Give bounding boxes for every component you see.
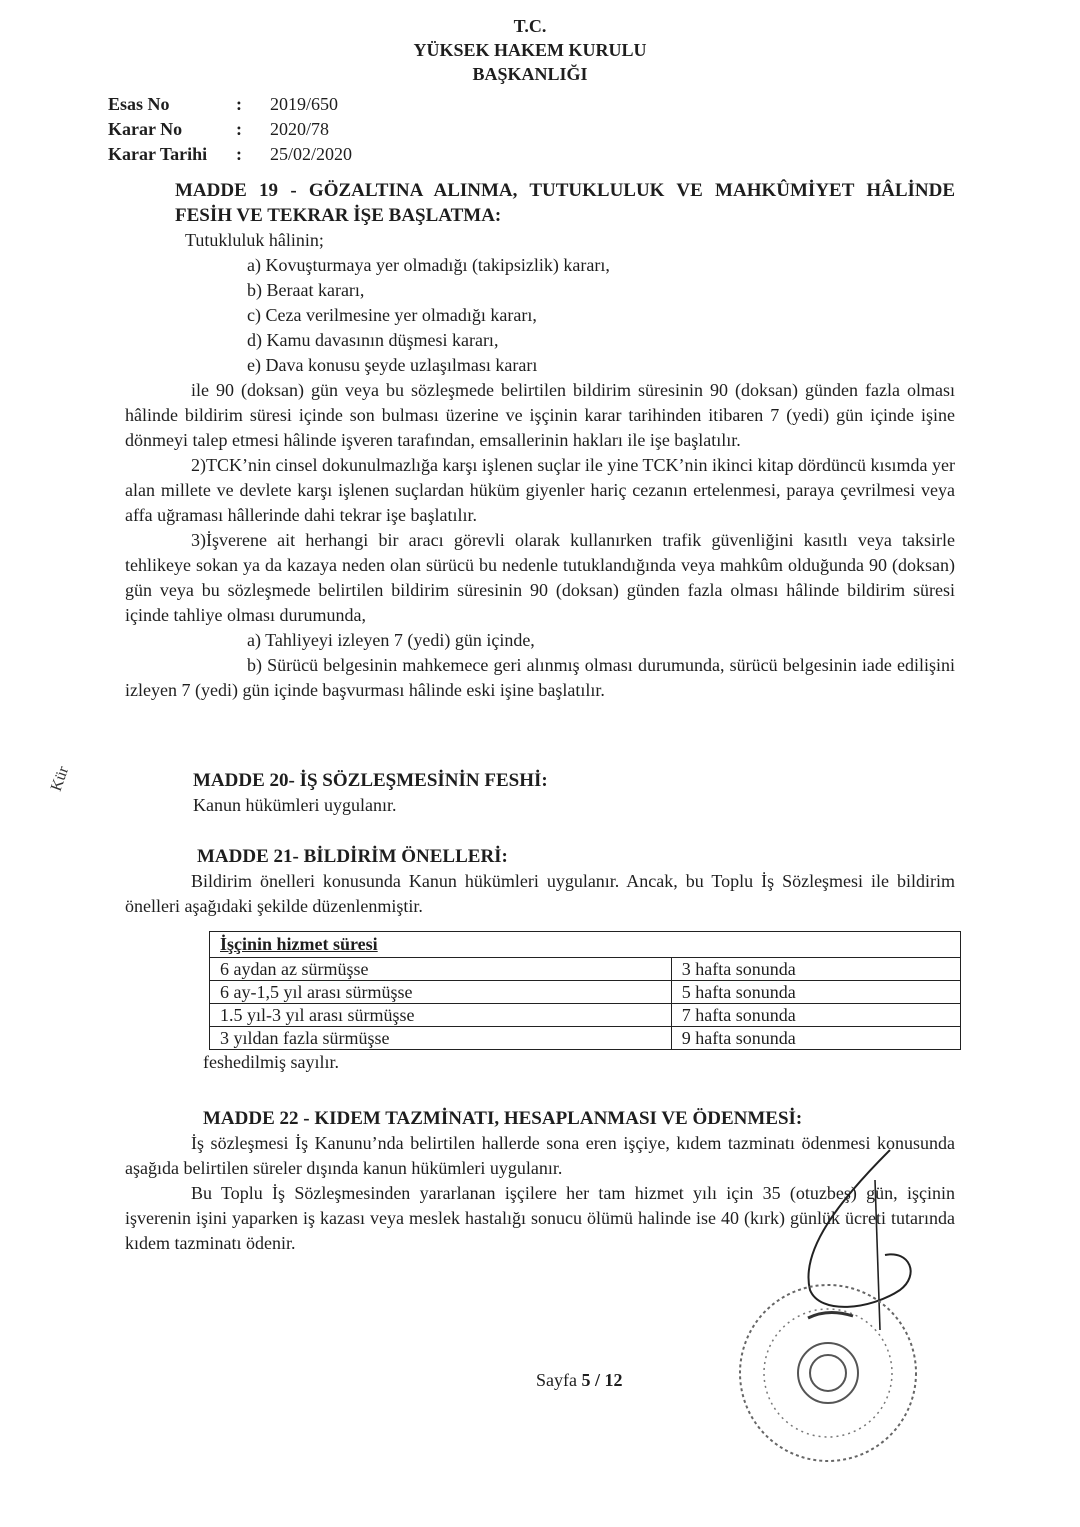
article-20-title: MADDE 20- İŞ SÖZLEŞMESİNİN FESHİ: (193, 770, 548, 791)
list-item: a) Kovuşturmaya yer olmadığı (takipsizlik) kararı, (247, 255, 610, 275)
article-21-text: Bildirim önelleri konusunda Kanun hükümleri uygulanır. Ancak, bu Toplu İş Sözleşmesi ile bildirim önelleri aşağıdaki şekilde düzenlenmiştir. (125, 871, 955, 916)
article-19-title: MADDE 19 - GÖZALTINA ALINMA, TUTUKLULUK VE MAHKÛMİYET HÂLİNDE FESİH VE TEKRAR İŞE BAŞLATMA: (175, 180, 955, 226)
list-item: c) Ceza verilmesine yer olmadığı kararı, (247, 305, 537, 325)
article-21-title: MADDE 21- BİLDİRİM ÖNELLERİ: (197, 846, 508, 867)
table-row (210, 1027, 961, 1050)
list-item: b) Beraat kararı, (247, 280, 365, 300)
table-cell-notice: 9 hafta sonunda (671, 1027, 960, 1050)
article-22-title: MADDE 22 - KIDEM TAZMİNATI, HESAPLANMASI VE ÖDENMESİ: (203, 1108, 803, 1129)
article-20-text: Kanun hükümleri uygulanır. (193, 795, 397, 815)
tarih-value: 25/02/2020 (270, 144, 353, 164)
article-22-paragraph-2: Bu Toplu İş Sözleşmesinden yararlanan işçilere her tam hizmet yılı için 35 (otuzbeş) gün, işçinin işverenin işini yaparken iş kazası veya meslek hastalığı sonucu ölümü halinde ise 40 (kırk) günlük ücreti tutarında kıdem tazminatı ödenir. (125, 1183, 955, 1253)
article-19 (125, 178, 955, 703)
tarih-label: Karar Tarihi (108, 144, 208, 164)
article-19-item-3b: b) Sürücü belgesinin mahkemece geri alınmış olması durumunda, sürücü belgesinin iade edilişini izleyen 7 (yedi) gün içinde başvurması hâlinde eski işine başlatılır. (125, 655, 955, 700)
official-seal-stamp (728, 1278, 928, 1468)
list-item: e) Dava konusu şeyde uzlaşılması kararı (247, 355, 538, 375)
page-number: 5 / 12 (581, 1370, 623, 1390)
table-header-cell: İşçinin hizmet süresi (210, 932, 961, 958)
header-line-presidency: BAŞKANLIĞI (472, 64, 588, 84)
margin-initials: Kür (47, 764, 73, 794)
footer-prefix: Sayfa (536, 1370, 577, 1390)
karar-label: Karar No (108, 119, 183, 139)
meta-colon: : (236, 144, 242, 164)
table-row (210, 958, 961, 981)
header-line-tc: T.C. (513, 16, 547, 36)
table-row (210, 981, 961, 1004)
table-row (210, 1004, 961, 1027)
table-header-row (210, 932, 961, 958)
table-cell-period: 6 ay-1,5 yıl arası sürmüşse (210, 981, 672, 1004)
esas-value: 2019/650 (270, 94, 339, 114)
article-19-paragraph-3: 3)İşverene ait herhangi bir aracı görevli olarak kullanırken trafik güvenliğini kasıtlı veya taksirle tehlikeye sokan ya da kazaya neden olan sürücü bu nedenle tutuklandığında veya mahkûm olduğunda 90 (doksan) gün veya bu sözleşmede belirtilen bildirim süresinin 90 (doksan) günden fazla olması hâlinde bildirim süresi içinde tahliye olması durumunda, (125, 530, 955, 625)
article-19-item-3a: a) Tahliyeyi izleyen 7 (yedi) gün içinde, (247, 630, 535, 650)
meta-colon: : (236, 94, 242, 114)
article-19-intro: Tutukluluk hâlinin; (185, 230, 324, 250)
article-21 (125, 844, 955, 1075)
meta-row-tarih (108, 142, 352, 167)
article-19-paragraph-1: ile 90 (doksan) gün veya bu sözleşmede belirtilen bildirim süresinin 90 (doksan) günden fazla olması hâlinde bildirim süresi içinde son bulması üzerine ve işçinin karar tarihinden itibaren 7 (yedi) gün içinde işine dönmeyi talep etmesi hâlinde işveren tarafından, emsallerinin hakları ile işe başlatılır. (125, 380, 955, 450)
decision-meta (108, 92, 352, 167)
article-21-after-table: feshedilmiş sayılır. (203, 1052, 339, 1072)
table-cell-notice: 3 hafta sonunda (671, 958, 960, 981)
meta-row-esas (108, 92, 352, 117)
list-item: d) Kamu davasının düşmesi kararı, (247, 330, 499, 350)
table-cell-period: 3 yıldan fazla sürmüşse (210, 1027, 672, 1050)
karar-value: 2020/78 (270, 119, 330, 139)
document-header (380, 14, 680, 86)
header-line-institution: YÜKSEK HAKEM KURULU (413, 40, 647, 60)
table-cell-notice: 7 hafta sonunda (671, 1004, 960, 1027)
table-cell-notice: 5 hafta sonunda (671, 981, 960, 1004)
page-footer (536, 1370, 623, 1391)
esas-label: Esas No (108, 94, 170, 114)
notice-period-table (209, 931, 961, 1050)
article-22-paragraph-1: İş sözleşmesi İş Kanunu’nda belirtilen hallerde sona eren işçiye, kıdem tazminatı ödenmesi konusunda aşağıda belirtilen süreler dışında kanun hükümleri uygulanır. (125, 1133, 955, 1178)
table-cell-period: 6 aydan az sürmüşse (210, 958, 672, 981)
meta-row-karar (108, 117, 352, 142)
article-20 (125, 768, 955, 818)
table-cell-period: 1.5 yıl-3 yıl arası sürmüşse (210, 1004, 672, 1027)
article-19-paragraph-2: 2)TCK’nin cinsel dokunulmazlığa karşı işlenen suçlar ile yine TCK’nin ikinci kitap dördüncü kısımda yer alan millete ve devlete karşı işlenen suçlardan hüküm giyenler hariç cezanın ertelenmesi, paraya çevrilmesi veya affa uğraması hâllerinde dahi tekrar işe başlatılır. (125, 455, 955, 525)
meta-colon: : (236, 119, 242, 139)
